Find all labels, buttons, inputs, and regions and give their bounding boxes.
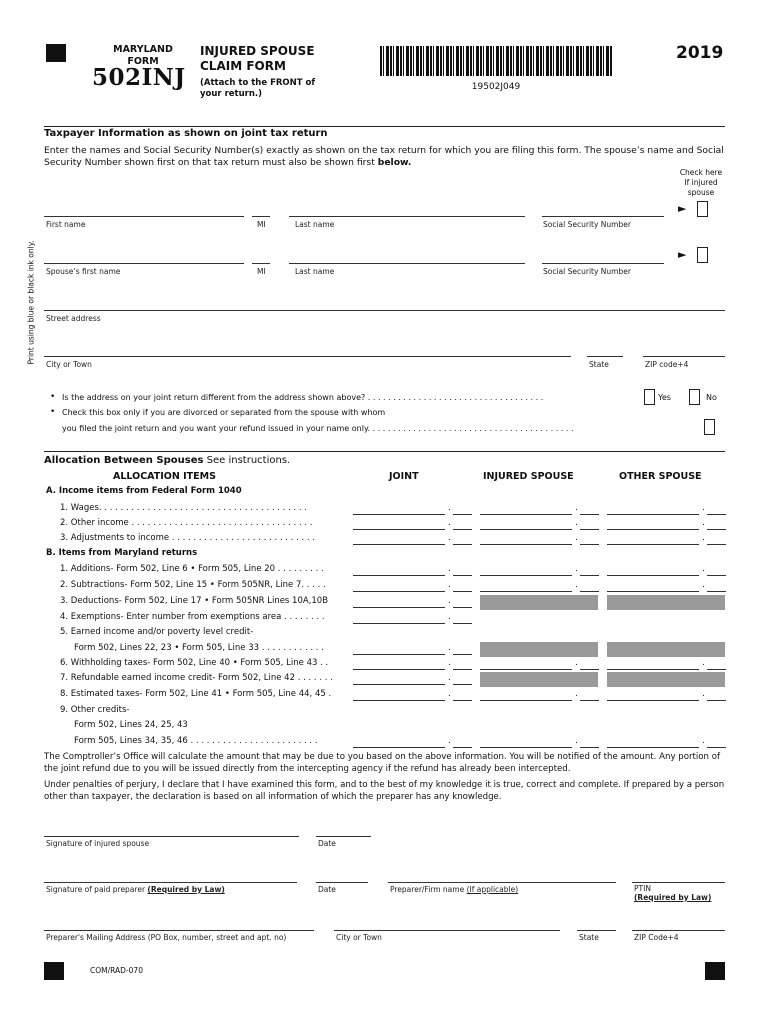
registration-mark-top-left: [46, 44, 66, 62]
address-different-question: Is the address on your joint return different from the address shown above? . . . . . . . . . . . . . . . . . . . . . . . . . . . . . . . . . . .: [62, 393, 544, 402]
col-joint: JOINT: [389, 471, 419, 482]
spouse-ssn-field[interactable]: [542, 263, 664, 264]
decimal-point: .: [575, 564, 578, 574]
cents-field-injured[interactable]: [580, 514, 599, 515]
amount-field-other[interactable]: [607, 529, 699, 530]
cents-field-joint[interactable]: [453, 747, 472, 748]
preparer-zip-field[interactable]: [632, 930, 725, 931]
if-applicable: (If applicable): [466, 885, 519, 894]
cents-field-other[interactable]: [707, 669, 726, 670]
allocation-see: See instructions.: [206, 455, 291, 466]
amount-field-joint[interactable]: [353, 684, 445, 685]
decimal-point: .: [702, 564, 705, 574]
divider: [44, 451, 725, 452]
allocation-row-label: 3. Deductions- Form 502, Line 17 • Form 505NR Lines 10A,10B: [60, 596, 329, 606]
amount-field-injured[interactable]: [480, 544, 572, 545]
col-injured-spouse: INJURED SPOUSE: [483, 471, 574, 482]
divider: [44, 126, 725, 127]
street-address-field[interactable]: [44, 310, 725, 311]
preparer-city-field[interactable]: [334, 930, 560, 931]
last-name-field[interactable]: [289, 216, 525, 217]
zip-label: ZIP code+4: [645, 360, 689, 369]
first-name-field[interactable]: [44, 216, 244, 217]
barcode: [380, 46, 612, 76]
amount-field-injured[interactable]: [480, 591, 572, 592]
allocation-row-label: 1. Wages. . . . . . . . . . . . . . . . . . . . . . . . . . . . . . . . . . . . . . .: [60, 503, 307, 513]
amount-field-other[interactable]: [607, 591, 699, 592]
cents-field-joint[interactable]: [453, 544, 472, 545]
amount-field-joint[interactable]: [353, 575, 445, 576]
cents-field-joint[interactable]: [453, 575, 472, 576]
date-label-2: Date: [318, 885, 336, 894]
amount-field-joint[interactable]: [353, 529, 445, 530]
section-a-heading: A. Income items from Federal Form 1040: [46, 486, 242, 496]
mailing-address-field[interactable]: [44, 930, 314, 931]
preparer-zip-label: ZIP Code+4: [634, 933, 679, 942]
check-here-line2: If injured: [684, 178, 718, 187]
amount-field-joint[interactable]: [353, 591, 445, 592]
allocation-row-label: 7. Refundable earned income credit- Form 502, Line 42 . . . . . . .: [60, 673, 333, 683]
bullet: •: [50, 407, 56, 417]
preparer-signature-field[interactable]: [44, 882, 297, 883]
allocation-row-label: 1. Additions- Form 502, Line 6 • Form 505, Line 20 . . . . . . . . .: [60, 564, 324, 574]
decimal-point: .: [448, 736, 451, 746]
allocation-row-label: 9. Other credits-: [60, 705, 130, 715]
shaded-cell-other: [607, 642, 725, 657]
amount-field-other[interactable]: [607, 700, 699, 701]
amount-field-injured[interactable]: [480, 575, 572, 576]
cents-field-injured[interactable]: [580, 544, 599, 545]
col-other-spouse: OTHER SPOUSE: [619, 471, 702, 482]
amount-field-other[interactable]: [607, 514, 699, 515]
first-name-label: First name: [46, 220, 86, 229]
amount-field-injured[interactable]: [480, 529, 572, 530]
city-field[interactable]: [44, 356, 571, 357]
decimal-point: .: [448, 689, 451, 699]
amount-field-injured[interactable]: [480, 747, 572, 748]
ptin-field[interactable]: [632, 882, 725, 883]
date-field-2[interactable]: [316, 882, 368, 883]
registration-mark-bottom-right: [705, 962, 725, 980]
ink-note: Print using blue or black ink only.: [26, 240, 36, 365]
state-label: State: [589, 360, 609, 369]
spouse-last-name-label: Last name: [295, 267, 335, 276]
shaded-cell-other: [607, 672, 725, 687]
registration-mark-bottom-left: [44, 962, 64, 980]
amount-field-other[interactable]: [607, 575, 699, 576]
decimal-point: .: [575, 689, 578, 699]
decimal-point: .: [448, 643, 451, 653]
cents-field-joint[interactable]: [453, 654, 472, 655]
allocation-row-label: Form 502, Lines 22, 23 • Form 505, Line 33 . . . . . . . . . . . .: [74, 643, 324, 653]
shaded-cell-other: [607, 595, 725, 610]
signature-injured-label: Signature of injured spouse: [46, 839, 150, 848]
address-yes-checkbox[interactable]: [644, 389, 655, 405]
allocation-row-label: 8. Estimated taxes- Form 502, Line 41 • Form 505, Line 44, 45 .: [60, 689, 332, 699]
amount-field-joint[interactable]: [353, 607, 445, 608]
cents-field-injured[interactable]: [580, 529, 599, 530]
cents-field-joint[interactable]: [453, 669, 472, 670]
cents-field-joint[interactable]: [453, 623, 472, 624]
amount-field-other[interactable]: [607, 544, 699, 545]
cents-field-other[interactable]: [707, 514, 726, 515]
decimal-point: .: [448, 673, 451, 683]
check-here-note: [670, 168, 732, 198]
spouse-first-name-field[interactable]: [44, 263, 244, 264]
decimal-point: .: [448, 580, 451, 590]
allocation-row-label: 2. Subtractions- Form 502, Line 15 • Form 505NR, Line 7. . . . .: [60, 580, 326, 590]
check-here-line1: Check here: [679, 168, 723, 177]
form-word: FORM: [127, 56, 159, 67]
cents-field-other[interactable]: [707, 591, 726, 592]
city-label: City or Town: [46, 360, 92, 369]
ptin-label: PTIN: [634, 884, 651, 893]
decimal-point: .: [575, 518, 578, 528]
cents-field-other[interactable]: [707, 700, 726, 701]
firm-name-field[interactable]: [388, 882, 616, 883]
mi-field[interactable]: [252, 216, 270, 217]
spouse-mi-field[interactable]: [252, 263, 270, 264]
mailing-address-label: Preparer's Mailing Address (PO Box, number, street and apt. no): [46, 933, 287, 942]
shaded-cell-injured: [480, 672, 598, 687]
spouse-first-name-label: Spouse’s first name: [46, 267, 121, 276]
cents-field-other[interactable]: [707, 747, 726, 748]
bullet: •: [50, 392, 56, 402]
decimal-point: .: [575, 503, 578, 513]
decimal-point: .: [575, 533, 578, 543]
amount-field-injured[interactable]: [480, 514, 572, 515]
amount-field-injured[interactable]: [480, 669, 572, 670]
mi-label: MI: [257, 220, 266, 229]
decimal-point: .: [448, 564, 451, 574]
allocation-row-label: Form 502, Lines 24, 25, 43: [74, 720, 188, 730]
decimal-point: .: [702, 533, 705, 543]
decimal-point: .: [575, 658, 578, 668]
cents-field-other[interactable]: [707, 544, 726, 545]
divorced-question-line1: Check this box only if you are divorced or separated from the spouse with whom: [62, 408, 386, 417]
cents-field-injured[interactable]: [580, 591, 599, 592]
ptin-required: (Required by Law): [634, 893, 712, 902]
last-name-label: Last name: [295, 220, 335, 229]
spouse-ssn-label: Social Security Number: [543, 267, 631, 276]
cents-field-other[interactable]: [707, 575, 726, 576]
firm-name-label: [390, 885, 518, 894]
amount-field-other[interactable]: [607, 669, 699, 670]
cents-field-other[interactable]: [707, 529, 726, 530]
perjury-statement: Under penalties of perjury, I declare that I have examined this form, and to the best of my knowledge it is true, correct and complete. If prepared by a person other than taxpayer, the declaration is based on all information of which the preparer has any knowledge.: [44, 780, 725, 802]
amount-field-joint[interactable]: [353, 654, 445, 655]
cents-field-joint[interactable]: [453, 700, 472, 701]
cents-field-joint[interactable]: [453, 607, 472, 608]
decimal-point: .: [702, 518, 705, 528]
preparer-state-field[interactable]: [577, 930, 616, 931]
decimal-point: .: [448, 518, 451, 528]
allocation-row-label: 3. Adjustments to income . . . . . . . . . . . . . . . . . . . . . . . . . . .: [60, 533, 316, 543]
state-label: MARYLAND: [113, 44, 173, 55]
allocation-row-label: 5. Earned income and/or poverty level credit-: [60, 627, 254, 637]
preparer-state-label: State: [579, 933, 599, 942]
decimal-point: .: [575, 736, 578, 746]
attach-note-line2: your return.): [200, 89, 263, 99]
form-number: 502INJ: [92, 64, 186, 91]
spouse-mi-label: MI: [257, 267, 266, 276]
amount-field-injured[interactable]: [480, 700, 572, 701]
allocation-row-label: 4. Exemptions- Enter number from exemptions area . . . . . . . .: [60, 612, 325, 622]
cents-field-injured[interactable]: [580, 575, 599, 576]
form-code: COM/RAD-070: [90, 966, 143, 975]
divorced-question-line2: you filed the joint return and you want your refund issued in your name only. . . . . . . . . . . . . . . . . . . . . . . . . . . . . . . . . . . . . . . . .: [62, 424, 574, 433]
arrow-icon: ►: [678, 202, 687, 215]
preparer-signature-label: [46, 885, 225, 894]
state-field[interactable]: [587, 356, 623, 357]
decimal-point: .: [702, 580, 705, 590]
cents-field-injured[interactable]: [580, 669, 599, 670]
injured-spouse-checkbox-2[interactable]: [697, 247, 708, 263]
tax-year: 2019: [676, 43, 724, 63]
cents-field-joint[interactable]: [453, 529, 472, 530]
allocation-row-label: 2. Other income . . . . . . . . . . . . . . . . . . . . . . . . . . . . . . . . . .: [60, 518, 313, 528]
allocation-row-label: 6. Withholding taxes- Form 502, Line 40 • Form 505, Line 43 . .: [60, 658, 329, 668]
taxpayer-instructions-text: Enter the names and Social Security Number(s) exactly as shown on the tax return for which you are filing this form. The spouse’s name and Social Security Number shown first on that tax return must also be shown first: [44, 145, 724, 168]
injured-spouse-checkbox-1[interactable]: [697, 201, 708, 217]
taxpayer-instructions: [44, 145, 728, 169]
cents-field-joint[interactable]: [453, 684, 472, 685]
section-b-heading: B. Items from Maryland returns: [46, 548, 198, 558]
ssn-label: Social Security Number: [543, 220, 631, 229]
amount-field-joint[interactable]: [353, 747, 445, 748]
allocation-heading: Allocation Between Spouses: [44, 455, 204, 466]
no-label: No: [706, 393, 717, 402]
shaded-cell-injured: [480, 595, 598, 610]
amount-field-joint[interactable]: [353, 669, 445, 670]
amount-field-joint[interactable]: [353, 700, 445, 701]
address-no-checkbox[interactable]: [689, 389, 700, 405]
arrow-icon: ►: [678, 248, 687, 261]
firm-name-text: Preparer/Firm name: [390, 885, 465, 894]
amount-field-joint[interactable]: [353, 514, 445, 515]
decimal-point: .: [448, 503, 451, 513]
amount-field-joint[interactable]: [353, 544, 445, 545]
cents-field-joint[interactable]: [453, 514, 472, 515]
divorced-checkbox[interactable]: [704, 419, 715, 435]
zip-field[interactable]: [643, 356, 725, 357]
col-allocation-items: ALLOCATION ITEMS: [113, 471, 216, 482]
barcode-number: 19502J049: [471, 82, 521, 92]
attach-note-line1: (Attach to the FRONT of: [200, 78, 316, 88]
check-here-line3: spouse: [687, 188, 715, 197]
ssn-field[interactable]: [542, 216, 664, 217]
decimal-point: .: [702, 689, 705, 699]
decimal-point: .: [448, 533, 451, 543]
street-address-label: Street address: [46, 314, 101, 323]
decimal-point: .: [448, 658, 451, 668]
cents-field-injured[interactable]: [580, 700, 599, 701]
injured-spouse-signature-field[interactable]: [44, 836, 299, 837]
decimal-point: .: [575, 580, 578, 590]
allocation-row-label: Form 505, Lines 34, 35, 46 . . . . . . . . . . . . . . . . . . . . . . . .: [74, 736, 318, 746]
decimal-point: .: [702, 503, 705, 513]
decimal-point: .: [448, 596, 451, 606]
comptroller-notice: The Comptroller’s Office will calculate the amount that may be due to you based on the above information. You will be notified of the amount. Any portion of the joint refund due to you will be issued directly from the intercepting agency if the refund has already been intercepted.: [44, 752, 720, 774]
shaded-cell-injured: [480, 642, 598, 657]
cents-field-joint[interactable]: [453, 591, 472, 592]
allocation-heading-block: [44, 455, 290, 466]
decimal-point: .: [448, 612, 451, 622]
taxpayer-instructions-bold: below.: [377, 157, 412, 168]
decimal-point: .: [702, 736, 705, 746]
taxpayer-heading: Taxpayer Information as shown on joint tax return: [44, 128, 328, 139]
amount-field-other[interactable]: [607, 747, 699, 748]
spouse-last-name-field[interactable]: [289, 263, 525, 264]
preparer-city-label: City or Town: [336, 933, 382, 942]
date-label-1: Date: [318, 839, 336, 848]
amount-field-joint[interactable]: [353, 623, 445, 624]
decimal-point: .: [702, 658, 705, 668]
form-title-line2: CLAIM FORM: [200, 59, 286, 73]
form-title-line1: INJURED SPOUSE: [200, 44, 315, 58]
date-field-1[interactable]: [316, 836, 371, 837]
required-by-law: (Required by Law): [147, 885, 225, 894]
cents-field-injured[interactable]: [580, 747, 599, 748]
ptin-label-block: [634, 884, 711, 902]
preparer-signature-text: Signature of paid preparer: [46, 885, 146, 894]
yes-label: Yes: [658, 393, 671, 402]
